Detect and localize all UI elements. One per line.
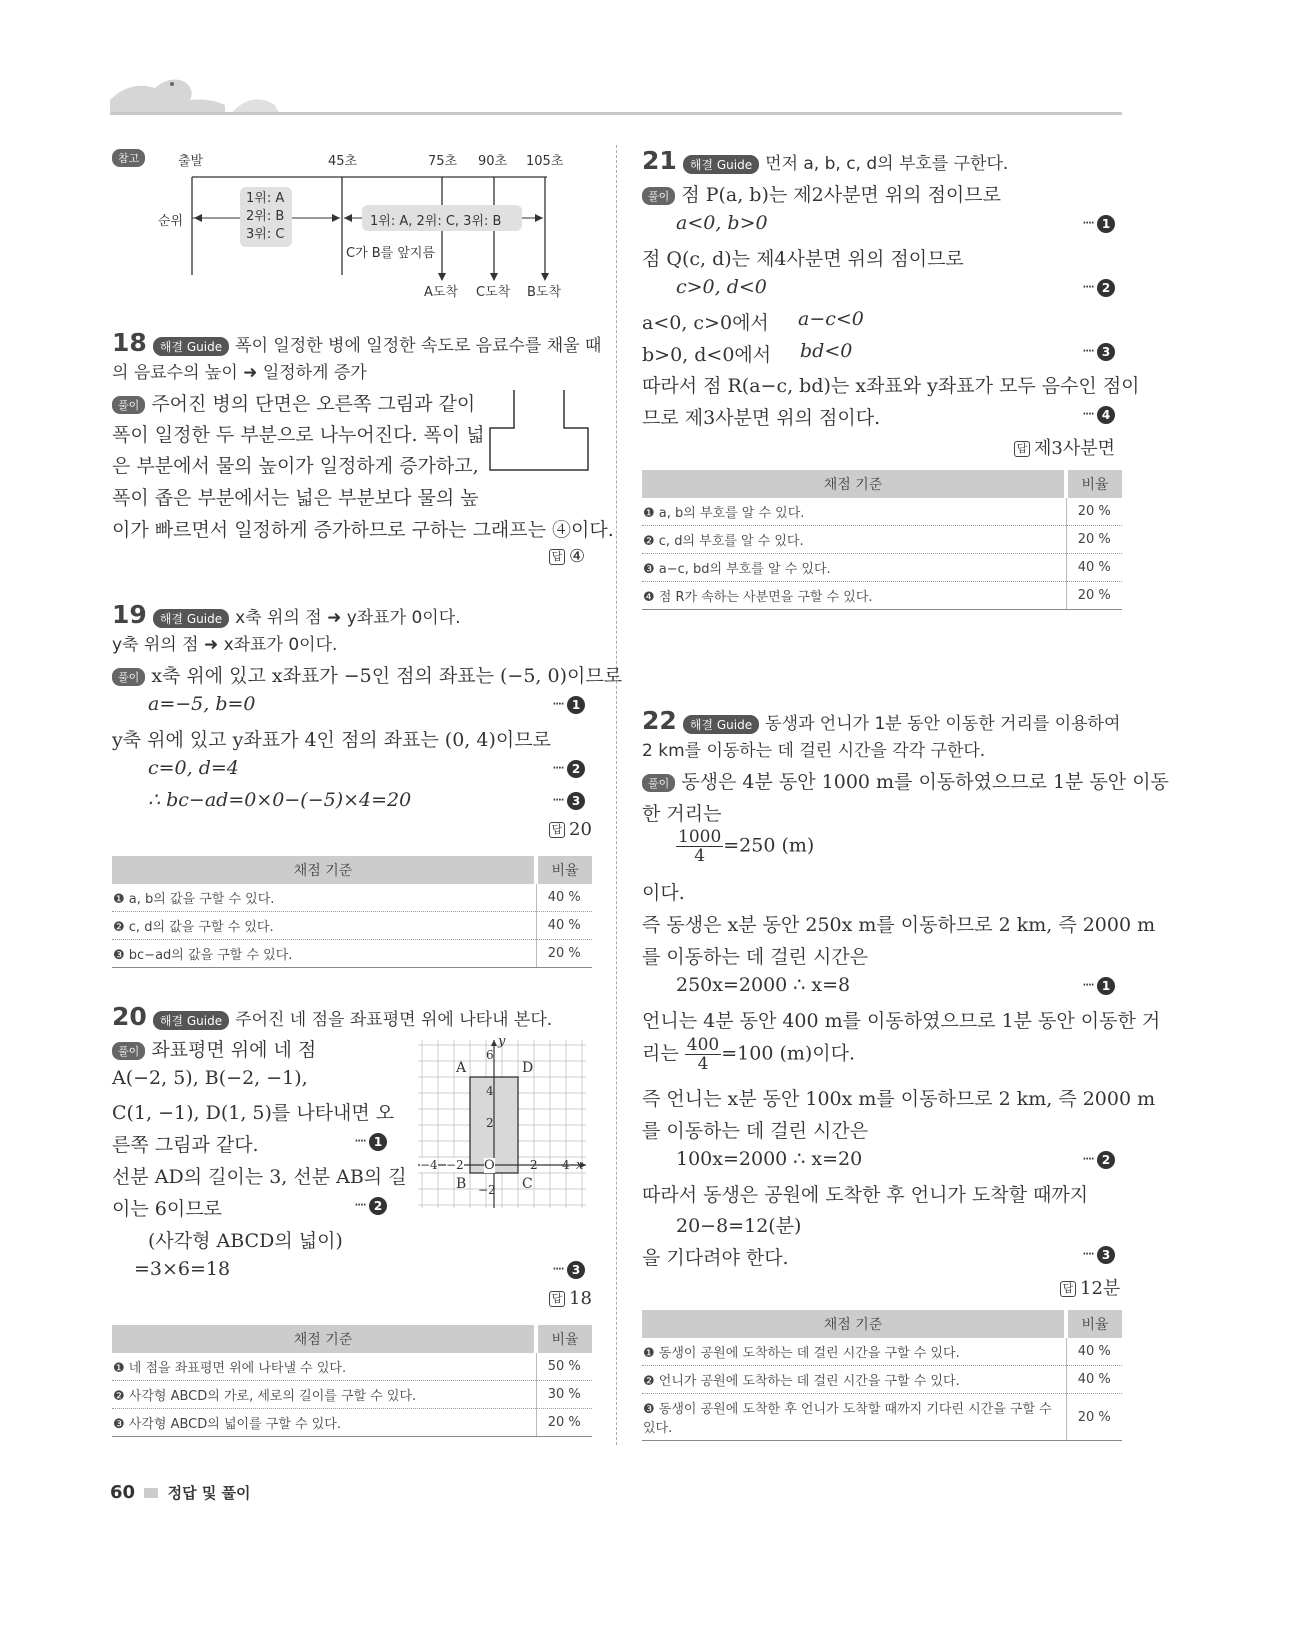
p22-line-1: 풀이 동생은 4분 동안 1000 m를 이동하였으므로 1분 동안 이동 (642, 767, 1169, 794)
p20-line-5: 선분 AD의 길이는 3, 선분 AB의 길 (112, 1166, 407, 1188)
p21-grading-table: 채점 기준 비율 ❶ a, b의 부호를 알 수 있다. 20 % ❷ c, d의 부호를 알 수 있다. 20 % ❸ a−c, bd의 부호를 알 수 있다. 40 % ❹ 점 R가 속하는 사분면을 구할 수 있다. 20 % (642, 470, 1122, 610)
footer-title: 정답 및 풀이 (167, 1484, 251, 1502)
table-row: ❷ 사각형 ABCD의 가로, 세로의 길이를 구할 수 있다. 30 % (112, 1381, 592, 1409)
table-row: ❶ 동생이 공원에 도착하는 데 걸린 시간을 구할 수 있다. 40 % (642, 1338, 1122, 1366)
p22-line-12: 따라서 동생은 공원에 도착한 후 언니가 도착할 때까지 (642, 1184, 1089, 1206)
origin-label: O (484, 1158, 495, 1173)
x-tick-2: 2 (530, 1158, 538, 1172)
p22-grading-table: 채점 기준 비율 ❶ 동생이 공원에 도착하는 데 걸린 시간을 구할 수 있다. 40 % ❷ 언니가 공원에 도착하는 데 걸린 시간을 구할 수 있다. 40 % ❸ 동생이 공원에 도착한 후 언니가 도착할 때까지 기다린 시간을 구할 수 있다. 20 % (642, 1310, 1122, 1441)
step-3: ···· 3 (552, 791, 585, 810)
p22-line-7: 언니는 4분 동안 400 m를 이동하였으므로 1분 동안 이동한 거 (642, 1010, 1161, 1032)
p20-answer: 답 18 (549, 1288, 592, 1309)
p19-line-4: c=0, d=4 (148, 757, 239, 779)
column-divider (616, 145, 617, 1445)
p22-line-14: 을 기다려야 한다. (642, 1247, 789, 1269)
p21-line-5b: a−c<0 (798, 308, 864, 330)
x-tick-neg2: −2 (446, 1158, 464, 1172)
y-tick-6: 6 (486, 1048, 494, 1062)
p22-line-9: 즉 언니는 x분 동안 100x m를 이동하므로 2 km, 즉 2000 m (642, 1088, 1156, 1110)
p21-line-2: a<0, b>0 (676, 212, 768, 234)
time-start: 출발 (178, 154, 204, 169)
p21-header: 21 해결 Guide 먼저 a, b, c, d의 부호를 구한다. (642, 146, 1009, 175)
p22-line-13: 20−8=12(분) (676, 1215, 802, 1237)
time-90: 90초 (478, 154, 508, 169)
rank-box-2: 1위: A, 2위: C, 3위: B (370, 214, 502, 229)
step-4: ···· 4 (1082, 405, 1115, 424)
p19-line-2: a=−5, b=0 (148, 693, 256, 715)
page-number: 60 (110, 1482, 136, 1503)
p22-fraction-1: $\frac{1000}{4}$ =250 (m) (678, 827, 815, 866)
y-tick-neg2: −2 (478, 1183, 496, 1197)
table-row: ❷ 언니가 공원에 도착하는 데 걸린 시간을 구할 수 있다. 40 % (642, 1366, 1122, 1394)
p22-header: 22 해결 Guide 동생과 언니가 1분 동안 이동한 거리를 이용하여 (642, 706, 1121, 735)
p21-line-4: c>0, d<0 (676, 276, 767, 298)
table-row: ❶ a, b의 값을 구할 수 있다. 40 % (112, 884, 592, 912)
coordinate-plane (418, 1034, 588, 1210)
p22-line-11: 100x=2000 ∴ x=20 (676, 1148, 863, 1170)
table-row: ❷ c, d의 값을 구할 수 있다. 40 % (112, 912, 592, 940)
step-2: ···· 2 (354, 1196, 387, 1215)
step-3: ···· 3 (1082, 342, 1115, 361)
step-2: ···· 2 (1082, 1150, 1115, 1169)
p20-grading-table: 채점 기준 비율 ❶ 네 점을 좌표평면 위에 나타낼 수 있다. 50 % ❷ 사각형 ABCD의 가로, 세로의 길이를 구할 수 있다. 30 % ❸ 사각형 ABCD의 넓이를 구할 수 있다. 20 % (112, 1325, 592, 1437)
p19-header: 19 해결 Guide x축 위의 점 ➜ y좌표가 0이다. (112, 600, 461, 629)
x-tick-neg4: −4 (420, 1158, 438, 1172)
p18-number: 18 (112, 328, 147, 357)
step-1: ···· 1 (552, 695, 585, 714)
p19-line-1: 풀이 x축 위에 있고 x좌표가 −5인 점의 좌표는 (−5, 0)이므로 (112, 661, 622, 688)
p21-line-7: 따라서 점 R(a−c, bd)는 x좌표와 y좌표가 모두 음수인 점이 (642, 375, 1140, 397)
p22-guide-2: 2 km를 이동하는 데 걸린 시간을 각각 구한다. (642, 741, 986, 761)
guide-badge: 해결 Guide (153, 337, 229, 356)
step-2: ···· 2 (1082, 278, 1115, 297)
p18-guide-2: 의 음료수의 높이 ➜ 일정하게 증가 (112, 363, 367, 383)
x-axis-label: x (576, 1158, 584, 1173)
p22-number: 22 (642, 706, 677, 735)
p21-line-3: 점 Q(c, d)는 제4사분면 위의 점이므로 (642, 248, 964, 270)
p22-answer: 답 12분 (1060, 1274, 1120, 1300)
table-row: ❶ 네 점을 좌표평면 위에 나타낼 수 있다. 50 % (112, 1353, 592, 1381)
p19-line-5: ∴ bc−ad=0×0−(−5)×4=20 (148, 789, 412, 811)
rank-label: 순위 (158, 214, 184, 229)
step-2: ···· 2 (552, 759, 585, 778)
pass-note: C가 B를 앞지름 (346, 246, 436, 261)
p20-line-3: C(1, −1), D(1, 5)를 나타내면 오 (112, 1102, 395, 1124)
y-tick-2: 2 (486, 1116, 494, 1130)
y-axis-label: y (498, 1034, 506, 1049)
note-label: 참고 (112, 149, 145, 167)
p22-line-4: 즉 동생은 x분 동안 250x m를 이동하므로 2 km, 즉 2000 m (642, 914, 1156, 936)
p21-answer: 답 제3사분면 (1014, 434, 1115, 460)
time-75: 75초 (428, 154, 458, 169)
p19-number: 19 (112, 600, 147, 629)
table-row: ❸ 동생이 공원에 도착한 후 언니가 도착할 때까지 기다린 시간을 구할 수 있다. 20 % (642, 1394, 1122, 1441)
p21-line-8: 므로 제3사분면 위의 점이다. (642, 407, 881, 429)
footer (110, 1482, 251, 1503)
step-1: ···· 1 (1082, 214, 1115, 233)
seal-logo-icon (110, 70, 1122, 120)
p18-line-5: 이가 빠르면서 일정하게 증가하므로 구하는 그래프는 ④이다. (112, 519, 614, 541)
p22-line-5: 를 이동하는 데 걸린 시간은 (642, 946, 869, 968)
p20-line-7: (사각형 ABCD의 넓이) (148, 1230, 343, 1252)
step-3: ···· 3 (1082, 1245, 1115, 1264)
p20-header: 20 해결 Guide 주어진 네 점을 좌표평면 위에 나타내 본다. (112, 1002, 553, 1031)
time-45: 45초 (328, 154, 358, 169)
table-row: ❶ a, b의 부호를 알 수 있다. 20 % (642, 498, 1122, 526)
point-b-label: B (456, 1176, 467, 1192)
p21-line-6b: bd<0 (800, 340, 853, 362)
arrival-a: A도착 (424, 285, 459, 300)
table-row: ❸ 사각형 ABCD의 넓이를 구할 수 있다. 20 % (112, 1409, 592, 1437)
note-section (112, 145, 602, 305)
p22-line-2: 한 거리는 (642, 803, 722, 825)
p20-line-6: 이는 6이므로 (112, 1198, 222, 1220)
point-d-label: D (522, 1060, 534, 1076)
p18-line-1: 풀이 주어진 병의 단면은 오른쪽 그림과 같이 (112, 389, 475, 416)
step-1: ···· 1 (354, 1132, 387, 1151)
rank-box-1: 1위: A 2위: B 3위: C (246, 191, 285, 242)
p21-line-5a: a<0, c>0에서 (642, 312, 769, 334)
table-row: ❹ 점 R가 속하는 사분면을 구할 수 있다. 20 % (642, 582, 1122, 610)
p20-line-8: =3×6=18 (134, 1258, 231, 1280)
p20-line-1: 풀이 좌표평면 위에 네 점 (112, 1035, 316, 1062)
p18-header (112, 328, 601, 357)
p18-line-4: 폭이 좁은 부분에서는 넓은 부분보다 물의 높 (112, 487, 479, 509)
point-a-label: A (456, 1060, 467, 1076)
p21-line-1: 풀이 점 P(a, b)는 제2사분면 위의 점이므로 (642, 180, 1001, 207)
p21-number: 21 (642, 146, 677, 175)
p19-line-3: y축 위에 있고 y좌표가 4인 점의 좌표는 (0, 4)이므로 (112, 729, 551, 751)
p19-grading-table: 채점 기준 비율 ❶ a, b의 값을 구할 수 있다. 40 % ❷ c, d의 값을 구할 수 있다. 40 % ❸ bc−ad의 값을 구할 수 있다. 20 % (112, 856, 592, 968)
header-decoration (110, 70, 1122, 120)
table-row: ❸ a−c, bd의 부호를 알 수 있다. 40 % (642, 554, 1122, 582)
p19-answer: 답 20 (549, 819, 592, 840)
p22-line-10: 를 이동하는 데 걸린 시간은 (642, 1120, 869, 1142)
p20-number: 20 (112, 1002, 147, 1031)
table-row: ❸ bc−ad의 값을 구할 수 있다. 20 % (112, 940, 592, 968)
x-tick-4: 4 (562, 1158, 570, 1172)
step-3: ···· 3 (552, 1260, 585, 1279)
p21-line-6a: b>0, d<0에서 (642, 344, 772, 366)
y-tick-4: 4 (486, 1084, 494, 1098)
sol-badge: 풀이 (112, 396, 145, 414)
step-1: ···· 1 (1082, 976, 1115, 995)
point-c-label: C (522, 1176, 533, 1192)
p18-line-3: 은 부분에서 물의 높이가 일정하게 증가하고, (112, 455, 479, 477)
p20-line-4: 른쪽 그림과 같다. (112, 1134, 259, 1156)
p18-line-2: 폭이 일정한 두 부분으로 나누어진다. 폭이 넓 (112, 424, 485, 446)
p18-answer: 답 ④ (549, 546, 585, 567)
arrival-b: B도착 (527, 285, 562, 300)
p19-guide-2: y축 위의 점 ➜ x좌표가 0이다. (112, 635, 338, 655)
p22-line-6: 250x=2000 ∴ x=8 (676, 974, 851, 996)
arrival-c: C도착 (476, 285, 511, 300)
p22-line-8: 리는 $\frac{400}{4}$ =100 (m)이다. (642, 1035, 856, 1074)
p18-guide-1: 폭이 일정한 병에 일정한 속도로 음료수를 채울 때 (235, 336, 602, 356)
p20-line-2: A(−2, 5), B(−2, −1), (112, 1067, 308, 1089)
p22-line-3: 이다. (642, 882, 685, 904)
time-105: 105초 (526, 154, 564, 169)
bottle-cross-section (488, 388, 592, 474)
table-row: ❷ c, d의 부호를 알 수 있다. 20 % (642, 526, 1122, 554)
